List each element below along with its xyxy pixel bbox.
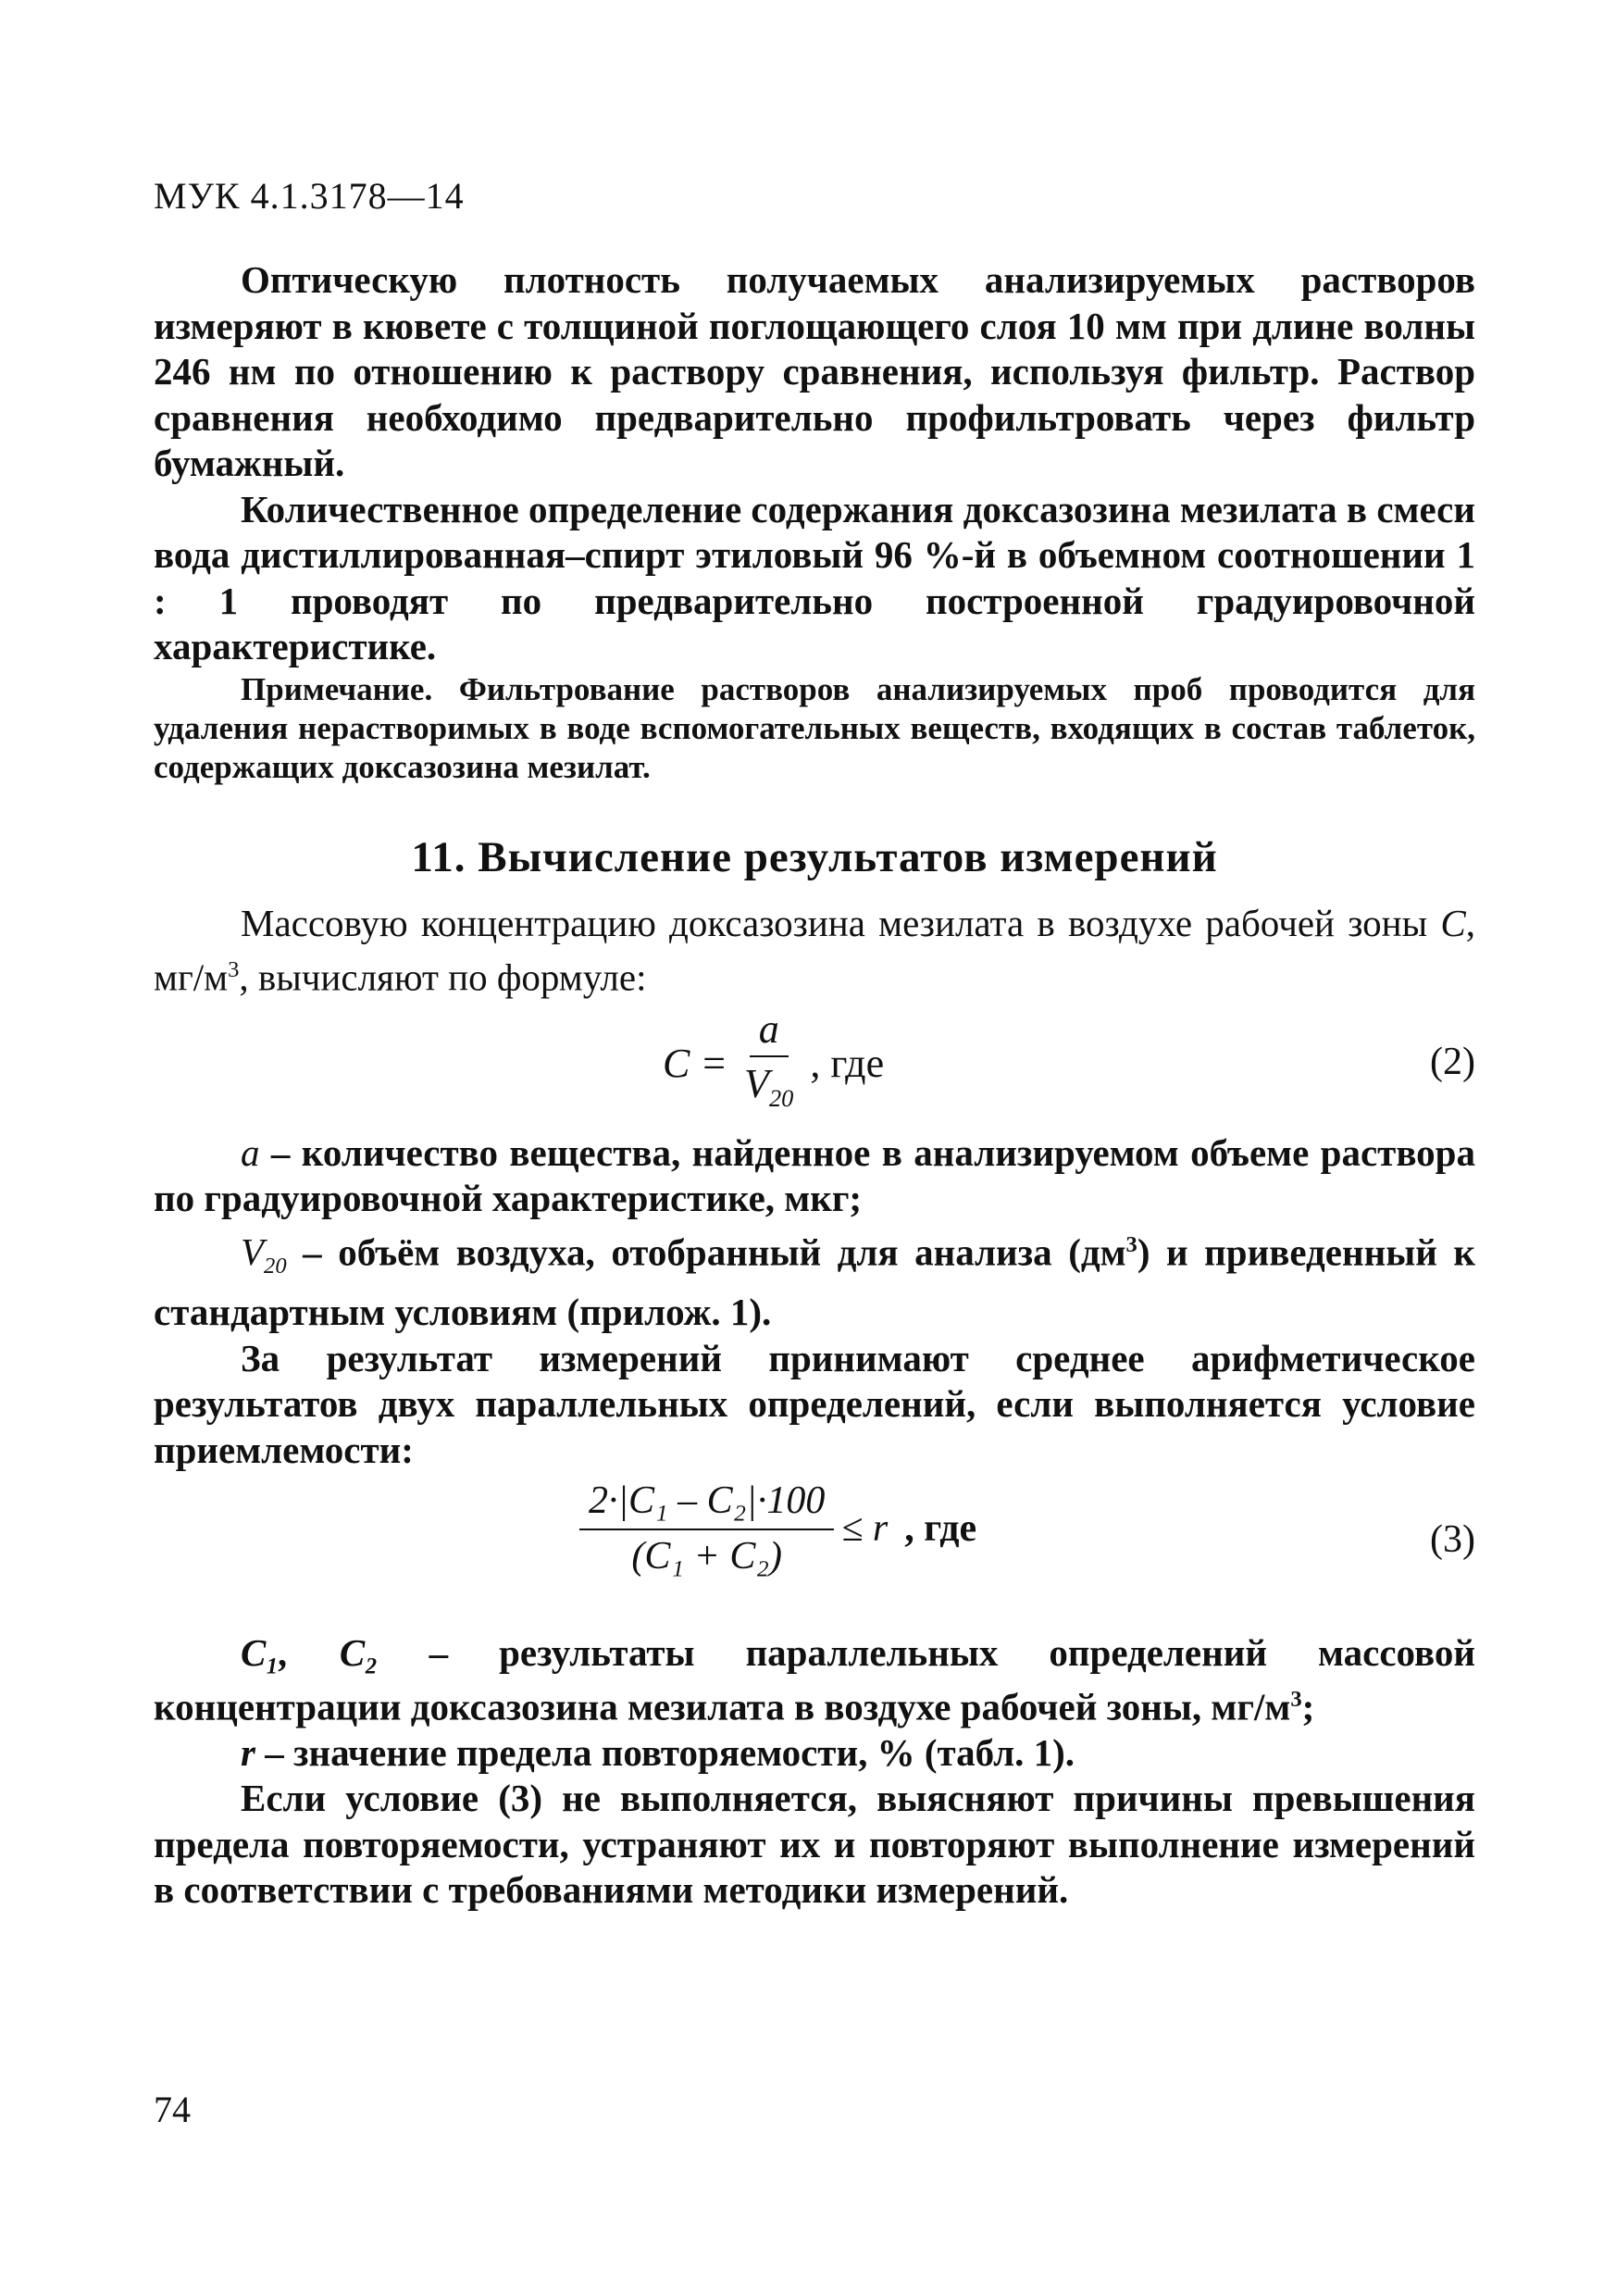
formula-2-fraction: [735, 1006, 802, 1122]
page-number: 74: [154, 2089, 191, 2130]
formula-3-suffix: , где: [904, 1506, 977, 1550]
paragraph-intro: Массовую концентрацию доксазозина мезилата в воздухе рабочей зоны С, $мг/м^3$, вычисляют по формуле:: [154, 902, 1475, 999]
formula-3-rhs: ≤ r: [841, 1506, 889, 1550]
note-text: Фильтрование растворов анализируемых проб проводится для удаления нерастворимых в воде вспомогательных веществ, входящих в состав таблеток, содержащих доксазозина мезилат.: [154, 670, 1476, 785]
formula-2-numerator: a: [750, 1006, 789, 1058]
formula-3-number: (3): [1430, 1518, 1475, 1561]
section-title: 11. Вычисление результатов измерений: [411, 832, 1218, 881]
formula-2-number: (2): [1430, 1040, 1475, 1083]
formula-3-expression: [579, 1479, 976, 1579]
definition-a: a – количество вещества, найденное в анализируемом объеме раствора по градуировочной характеристике, мкг;: [154, 1130, 1475, 1220]
formula-3-denominator: (C₁ + C₂): [631, 1534, 782, 1578]
definition-c1-c2: C₁, C₂ – результаты параллельных определений массовой концентрации доксазозина мезилата в воздухе рабочей зоны, $мг/м^3$;: [154, 1631, 1476, 1728]
formula-2-expression: [663, 1006, 884, 1122]
note-label: Примечание.: [241, 670, 433, 707]
paragraph-quantitative: Количественное определение содержания доксазозина мезилата в смеси вода дистиллированная–спирт этиловый 96 %-й в объемном соотношении 1 : 1 проводят по предварительно построенной градуировочной характеристике.: [154, 487, 1475, 668]
paragraph-final: Если условие (3) не выполняется, выясняют причины превышения предела повторяемости, устраняют их и повторяют выполнение измерений в соответствии с требованиями методики измерений.: [154, 1777, 1475, 1912]
document-body: [154, 257, 1475, 1914]
formula-3-fraction: [579, 1479, 834, 1579]
formula-2-lhs: С =: [663, 1041, 728, 1087]
formula-2-suffix: , где: [810, 1041, 885, 1087]
formula-3: [154, 1479, 1475, 1617]
formula-2: [154, 1001, 1475, 1130]
note-paragraph: [154, 670, 1475, 787]
formula-2-denominator: $V_{20}$: [744, 1061, 794, 1112]
definition-v20: $V_{20}$ – объём воздуха, отобранный для анализа $(дм^3)$ и приведенный к стандартным условиям (прилож. 1).: [154, 1230, 1476, 1333]
definition-r: r – значение предела повторяемости, % (табл. 1).: [241, 1730, 1075, 1774]
paragraph-optical-density: Оптическую плотность получаемых анализируемых растворов измеряют в кювете с толщиной поглощающего слоя 10 мм при длине волны 246 нм по отношению к раствору сравнения, используя фильтр. Раствор сравнения необходимо предварительно профильтровать через фильтр бумажный.: [154, 258, 1475, 484]
paragraph-result: За результат измерений принимают среднее арифметическое результатов двух параллельных определений, если выполняется условие приемлемости:: [154, 1336, 1475, 1471]
formula-3-numerator: 2·|C₁ – C₂|·100: [579, 1479, 834, 1530]
document-code: МУК 4.1.3178—14: [154, 175, 465, 217]
